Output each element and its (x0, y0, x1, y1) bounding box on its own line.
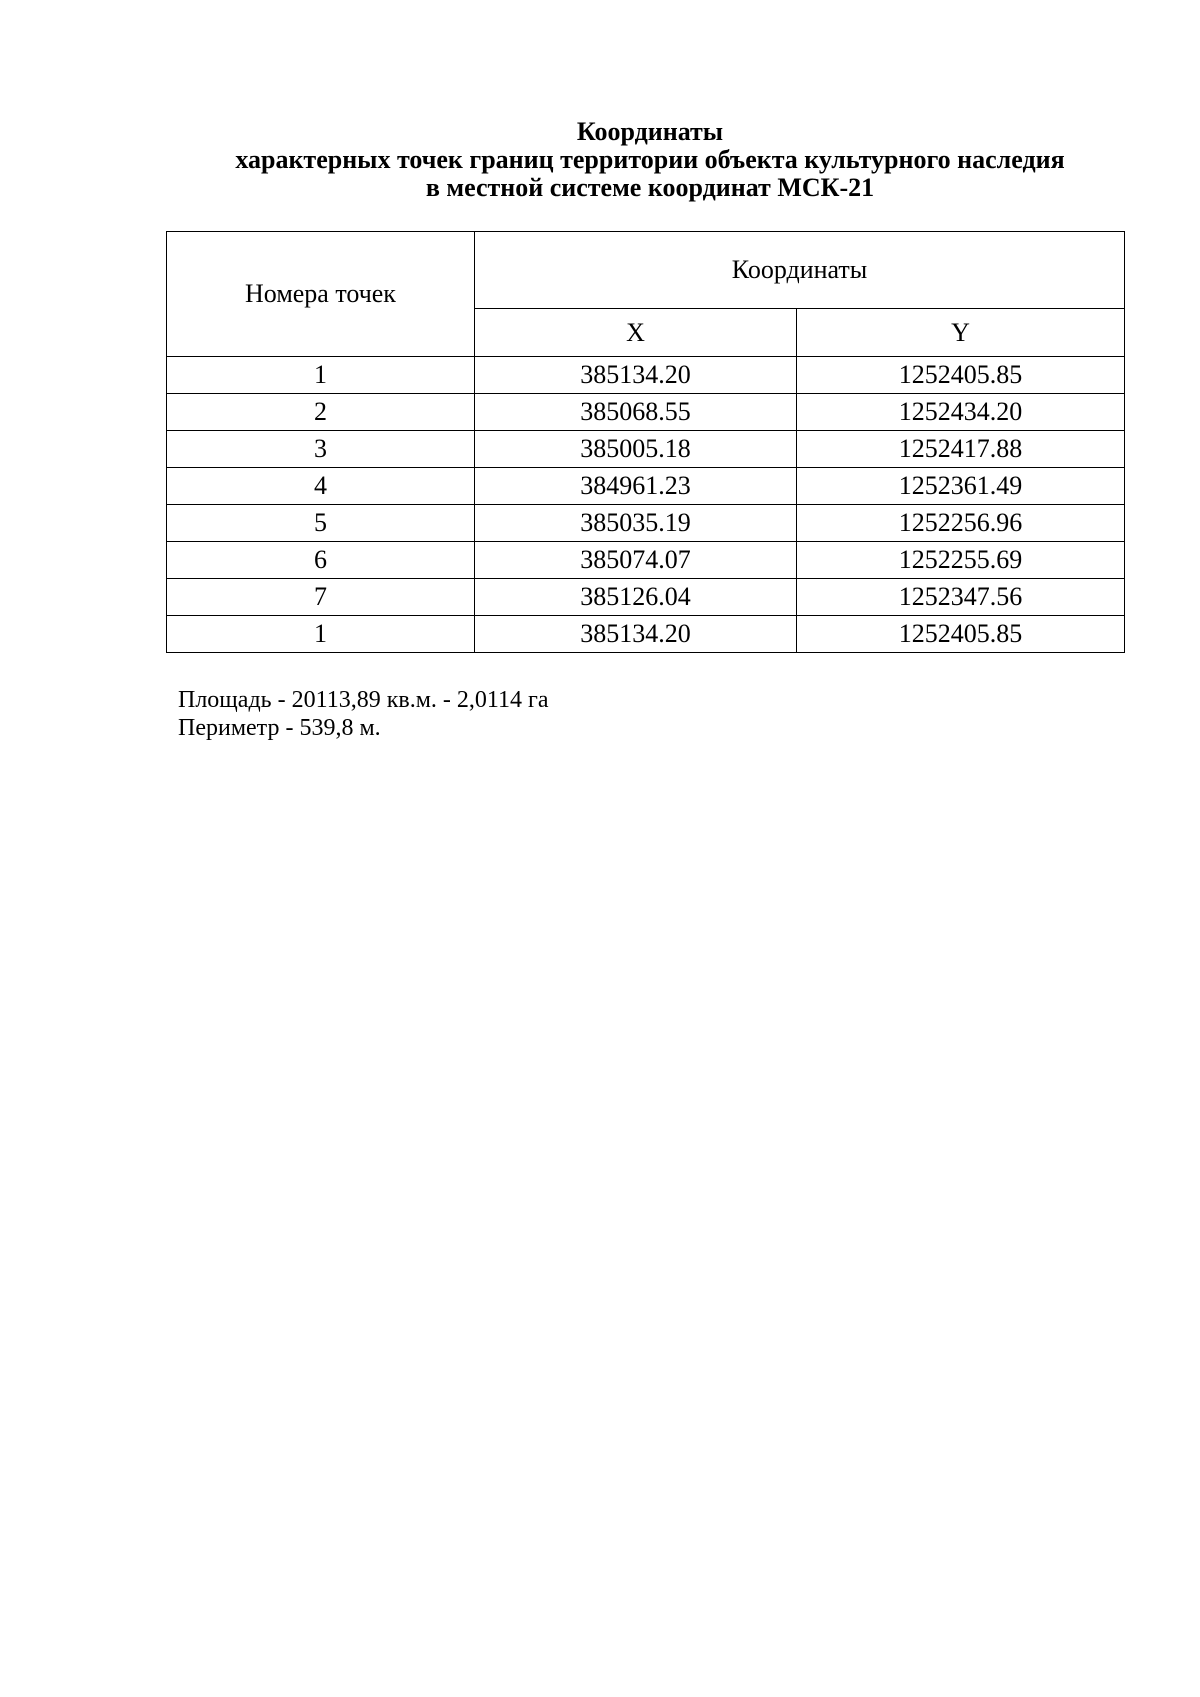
table-row (167, 431, 1125, 468)
x-coordinate: 385068.55 (475, 394, 797, 431)
y-coordinate: 1252255.69 (797, 542, 1125, 579)
point-number: 1 (167, 357, 475, 394)
y-coordinate: 1252405.85 (797, 616, 1125, 653)
document-title (160, 118, 1140, 202)
x-coordinate: 384961.23 (475, 468, 797, 505)
point-number: 5 (167, 505, 475, 542)
point-number: 4 (167, 468, 475, 505)
table-row (167, 616, 1125, 653)
x-coordinate: 385035.19 (475, 505, 797, 542)
coordinates-table (166, 231, 1125, 653)
summary-block (178, 686, 548, 742)
title-line-3: в местной системе координат МСК-21 (425, 173, 875, 202)
header-point-numbers: Номера точек (167, 232, 475, 357)
table-row (167, 394, 1125, 431)
header-x: X (475, 309, 797, 357)
point-number: 7 (167, 579, 475, 616)
point-number: 1 (167, 616, 475, 653)
table-row (167, 579, 1125, 616)
y-coordinate: 1252256.96 (797, 505, 1125, 542)
y-coordinate: 1252434.20 (797, 394, 1125, 431)
header-y: Y (797, 309, 1125, 357)
y-coordinate: 1252361.49 (797, 468, 1125, 505)
x-coordinate: 385126.04 (475, 579, 797, 616)
y-coordinate: 1252405.85 (797, 357, 1125, 394)
area-text: Площадь - 20113,89 кв.м. - 2,0114 га (178, 687, 549, 713)
header-coordinates: Координаты (475, 232, 1125, 309)
x-coordinate: 385134.20 (475, 357, 797, 394)
table-row (167, 542, 1125, 579)
title-line-2: характерных точек границ территории объекта культурного наследия (235, 145, 1065, 174)
x-coordinate: 385134.20 (475, 616, 797, 653)
point-number: 3 (167, 431, 475, 468)
point-number: 2 (167, 394, 475, 431)
point-number: 6 (167, 542, 475, 579)
perimeter-text: Периметр - 539,8 м. (178, 715, 381, 741)
table-row (167, 468, 1125, 505)
table-row (167, 357, 1125, 394)
x-coordinate: 385074.07 (475, 542, 797, 579)
y-coordinate: 1252417.88 (797, 431, 1125, 468)
table-row (167, 505, 1125, 542)
y-coordinate: 1252347.56 (797, 579, 1125, 616)
title-line-1: Координаты (576, 117, 724, 146)
x-coordinate: 385005.18 (475, 431, 797, 468)
